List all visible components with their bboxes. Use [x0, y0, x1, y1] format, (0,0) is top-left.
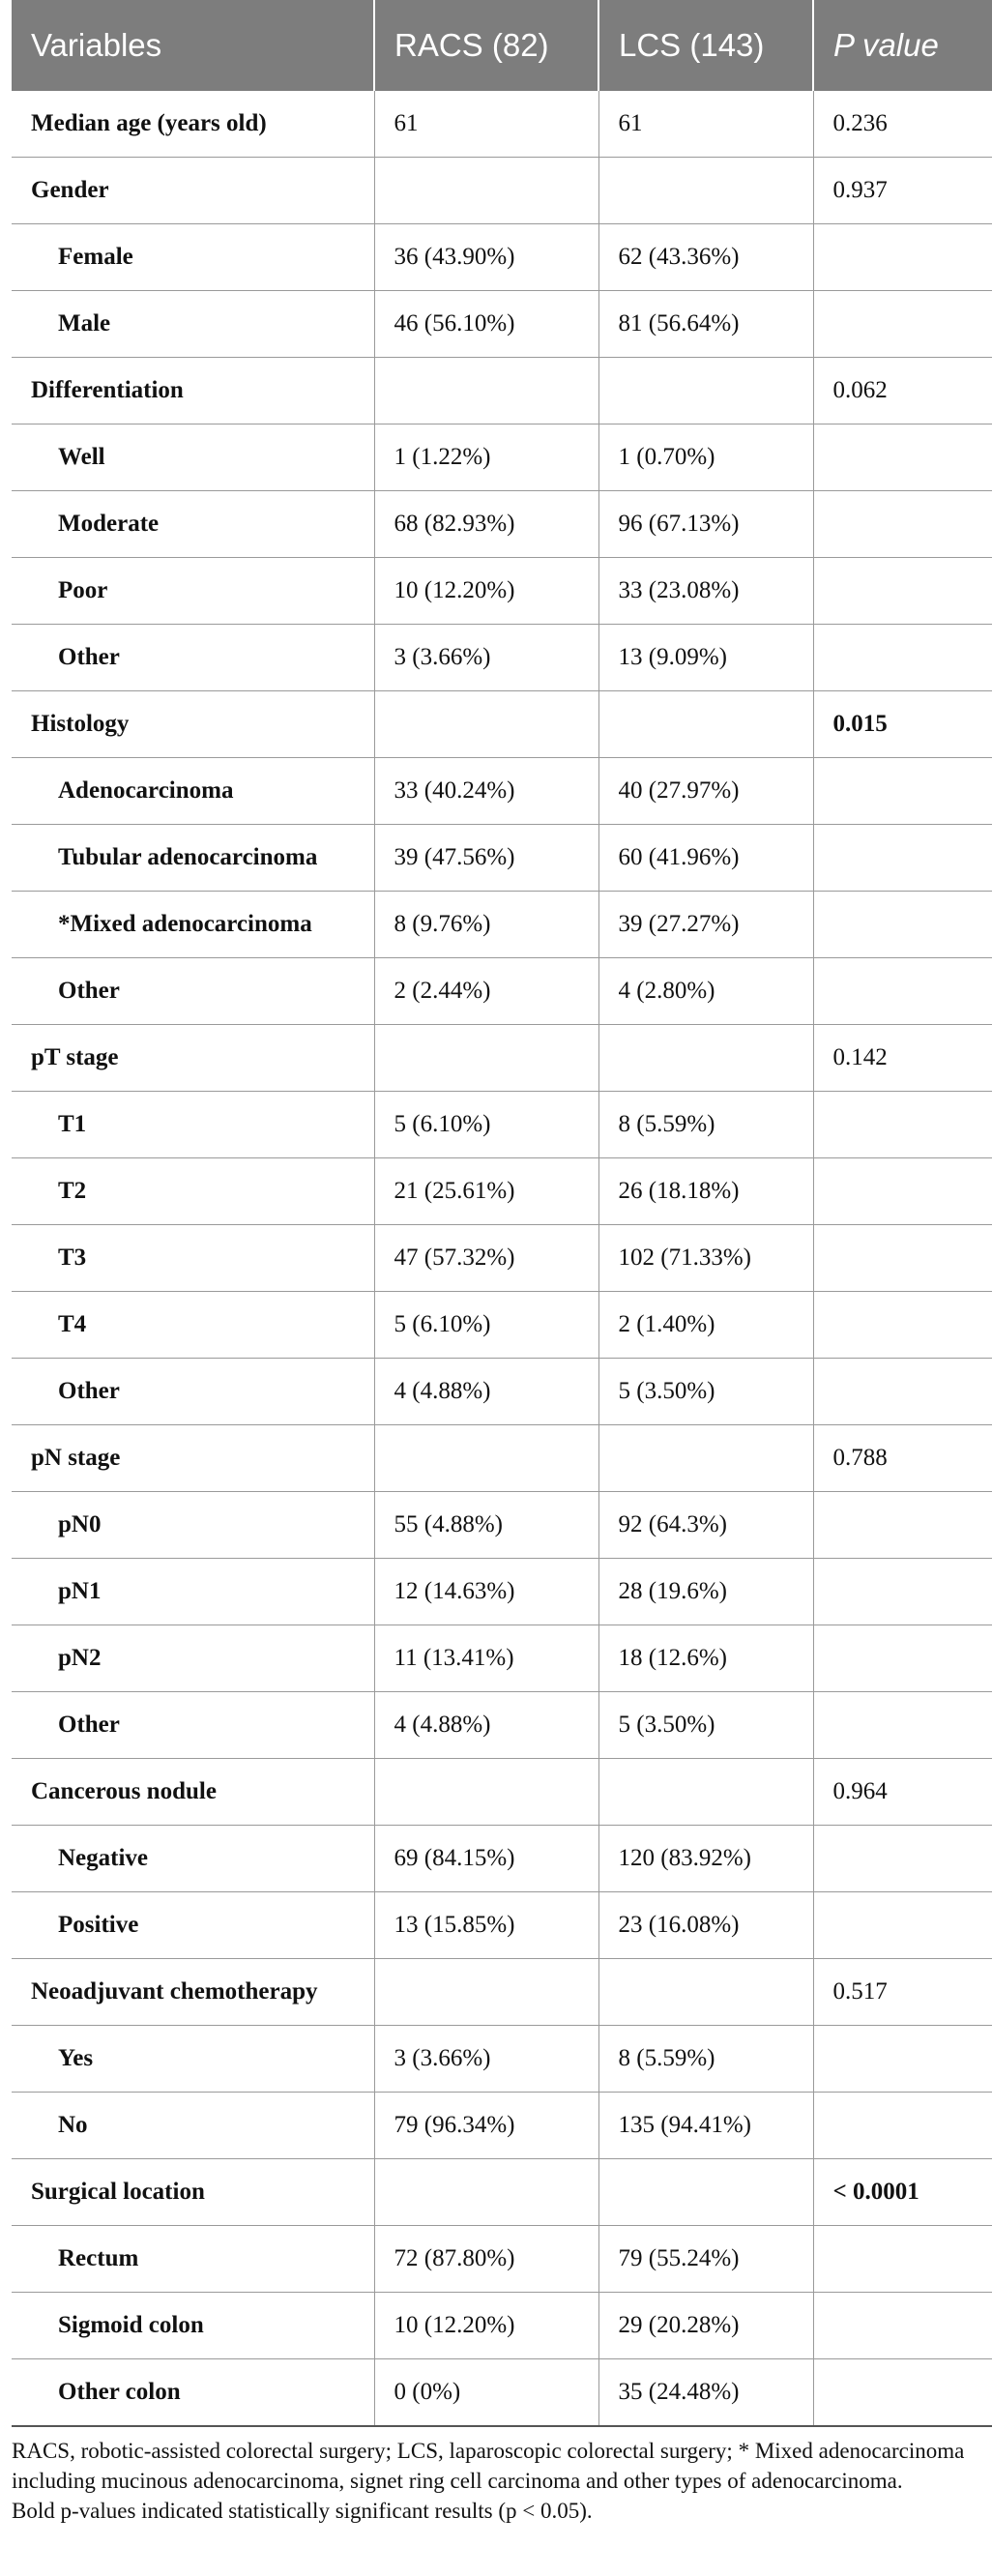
racs-value: 46 (56.10%) [374, 291, 598, 358]
table-row [12, 358, 992, 424]
racs-value [374, 158, 598, 224]
table-header [12, 0, 992, 91]
table-row [12, 291, 992, 358]
lcs-value: 102 (71.33%) [598, 1225, 813, 1292]
p-value [813, 1359, 992, 1425]
row-label: Negative [12, 1826, 374, 1892]
p-value [813, 625, 992, 691]
p-value [813, 491, 992, 558]
p-value [813, 1892, 992, 1959]
lcs-value [598, 358, 813, 424]
lcs-value [598, 691, 813, 758]
lcs-value: 13 (9.09%) [598, 625, 813, 691]
racs-value: 10 (12.20%) [374, 2293, 598, 2359]
racs-value: 3 (3.66%) [374, 2026, 598, 2093]
lcs-value: 5 (3.50%) [598, 1692, 813, 1759]
table-row [12, 224, 992, 291]
lcs-value: 1 (0.70%) [598, 424, 813, 491]
lcs-value: 2 (1.40%) [598, 1292, 813, 1359]
racs-value: 47 (57.32%) [374, 1225, 598, 1292]
p-value [813, 758, 992, 825]
racs-value: 21 (25.61%) [374, 1158, 598, 1225]
lcs-value: 23 (16.08%) [598, 1892, 813, 1959]
lcs-value: 8 (5.59%) [598, 2026, 813, 2093]
racs-value [374, 1425, 598, 1492]
row-label: T4 [12, 1292, 374, 1359]
p-value [813, 1492, 992, 1559]
table-row [12, 558, 992, 625]
footnote-significance: Bold p-values indicated statistically significant results (p < 0.05). [12, 2499, 593, 2523]
p-value: 0.142 [813, 1025, 992, 1092]
racs-value [374, 358, 598, 424]
racs-value [374, 1959, 598, 2026]
row-label: T3 [12, 1225, 374, 1292]
racs-value: 10 (12.20%) [374, 558, 598, 625]
table-row [12, 1292, 992, 1359]
lcs-value [598, 1425, 813, 1492]
lcs-value: 40 (27.97%) [598, 758, 813, 825]
p-value [813, 2226, 992, 2293]
row-label: Rectum [12, 2226, 374, 2293]
p-value [813, 291, 992, 358]
lcs-value: 92 (64.3%) [598, 1492, 813, 1559]
row-label: Other [12, 1692, 374, 1759]
row-label: Yes [12, 2026, 374, 2093]
p-value [813, 1559, 992, 1625]
lcs-value [598, 1759, 813, 1826]
table-row [12, 1492, 992, 1559]
table-row [12, 1625, 992, 1692]
racs-value [374, 2159, 598, 2226]
racs-value: 69 (84.15%) [374, 1826, 598, 1892]
table-row [12, 1959, 992, 2026]
racs-value [374, 1759, 598, 1826]
row-label: pN stage [12, 1425, 374, 1492]
row-label: pT stage [12, 1025, 374, 1092]
table-row [12, 1225, 992, 1292]
lcs-value [598, 158, 813, 224]
characteristics-table [12, 0, 992, 2427]
table-row [12, 1759, 992, 1826]
row-label: Surgical location [12, 2159, 374, 2226]
lcs-value: 29 (20.28%) [598, 2293, 813, 2359]
table-row [12, 1158, 992, 1225]
header-row [12, 0, 992, 91]
header-variables: Variables [12, 0, 374, 91]
row-label: Poor [12, 558, 374, 625]
table-row [12, 424, 992, 491]
racs-value: 5 (6.10%) [374, 1092, 598, 1158]
row-label: Well [12, 424, 374, 491]
racs-value: 8 (9.76%) [374, 892, 598, 958]
row-label: Gender [12, 158, 374, 224]
p-value [813, 2093, 992, 2159]
table-row [12, 1025, 992, 1092]
racs-value: 79 (96.34%) [374, 2093, 598, 2159]
lcs-value: 96 (67.13%) [598, 491, 813, 558]
row-label: Other [12, 1359, 374, 1425]
lcs-value: 35 (24.48%) [598, 2359, 813, 2427]
row-label: *Mixed adenocarcinoma [12, 892, 374, 958]
table-row [12, 91, 992, 158]
lcs-value: 33 (23.08%) [598, 558, 813, 625]
table-row [12, 958, 992, 1025]
table-row [12, 691, 992, 758]
p-value [813, 1225, 992, 1292]
row-label: T1 [12, 1092, 374, 1158]
racs-value: 4 (4.88%) [374, 1692, 598, 1759]
row-label: Male [12, 291, 374, 358]
racs-value [374, 691, 598, 758]
lcs-value [598, 1959, 813, 2026]
table-row [12, 1692, 992, 1759]
racs-value: 2 (2.44%) [374, 958, 598, 1025]
table-row [12, 2159, 992, 2226]
table-row [12, 758, 992, 825]
racs-value: 0 (0%) [374, 2359, 598, 2427]
lcs-value: 79 (55.24%) [598, 2226, 813, 2293]
table-body [12, 91, 992, 2426]
table-row [12, 1425, 992, 1492]
lcs-value: 120 (83.92%) [598, 1826, 813, 1892]
header-lcs: LCS (143) [598, 0, 813, 91]
lcs-value [598, 1025, 813, 1092]
lcs-value: 39 (27.27%) [598, 892, 813, 958]
row-label: Histology [12, 691, 374, 758]
p-value: 0.937 [813, 158, 992, 224]
table-container [12, 0, 992, 2526]
p-value: 0.964 [813, 1759, 992, 1826]
footnote-abbreviations: RACS, robotic-assisted colorectal surgery; LCS, laparoscopic colorectal surgery; * Mixed adenocarcinoma including mucinous adenocarcinoma, signet ring cell carcinoma and other types of adenocarcinoma. [12, 2439, 965, 2493]
table-row [12, 2226, 992, 2293]
table-footnotes [12, 2436, 988, 2526]
lcs-value: 62 (43.36%) [598, 224, 813, 291]
p-value [813, 2026, 992, 2093]
p-value [813, 958, 992, 1025]
row-label: Tubular adenocarcinoma [12, 825, 374, 892]
table-row [12, 825, 992, 892]
p-value [813, 1625, 992, 1692]
table-row [12, 2359, 992, 2427]
row-label: Female [12, 224, 374, 291]
lcs-value: 5 (3.50%) [598, 1359, 813, 1425]
racs-value: 4 (4.88%) [374, 1359, 598, 1425]
p-value [813, 1158, 992, 1225]
racs-value: 61 [374, 91, 598, 158]
row-label: Moderate [12, 491, 374, 558]
row-label: Other [12, 958, 374, 1025]
table-row [12, 1359, 992, 1425]
table-row [12, 1826, 992, 1892]
table-row [12, 625, 992, 691]
lcs-value: 4 (2.80%) [598, 958, 813, 1025]
racs-value: 39 (47.56%) [374, 825, 598, 892]
row-label: pN2 [12, 1625, 374, 1692]
table-row [12, 2026, 992, 2093]
p-value [813, 558, 992, 625]
racs-value [374, 1025, 598, 1092]
p-value [813, 2359, 992, 2427]
row-label: Positive [12, 1892, 374, 1959]
p-value: 0.062 [813, 358, 992, 424]
p-value: 0.015 [813, 691, 992, 758]
racs-value: 13 (15.85%) [374, 1892, 598, 1959]
lcs-value: 8 (5.59%) [598, 1092, 813, 1158]
lcs-value: 18 (12.6%) [598, 1625, 813, 1692]
p-value: 0.517 [813, 1959, 992, 2026]
p-value: 0.788 [813, 1425, 992, 1492]
lcs-value [598, 2159, 813, 2226]
row-label: Median age (years old) [12, 91, 374, 158]
row-label: Differentiation [12, 358, 374, 424]
row-label: T2 [12, 1158, 374, 1225]
p-value [813, 1092, 992, 1158]
p-value [813, 825, 992, 892]
row-label: No [12, 2093, 374, 2159]
p-value [813, 1292, 992, 1359]
p-value [813, 424, 992, 491]
p-value: < 0.0001 [813, 2159, 992, 2226]
lcs-value: 26 (18.18%) [598, 1158, 813, 1225]
p-value [813, 2293, 992, 2359]
p-value: 0.236 [813, 91, 992, 158]
racs-value: 72 (87.80%) [374, 2226, 598, 2293]
lcs-value: 61 [598, 91, 813, 158]
row-label: Adenocarcinoma [12, 758, 374, 825]
row-label: Sigmoid colon [12, 2293, 374, 2359]
row-label: Cancerous nodule [12, 1759, 374, 1826]
row-label: pN1 [12, 1559, 374, 1625]
p-value [813, 892, 992, 958]
row-label: Other colon [12, 2359, 374, 2427]
row-label: pN0 [12, 1492, 374, 1559]
racs-value: 55 (4.88%) [374, 1492, 598, 1559]
lcs-value: 135 (94.41%) [598, 2093, 813, 2159]
racs-value: 11 (13.41%) [374, 1625, 598, 1692]
row-label: Neoadjuvant chemotherapy [12, 1959, 374, 2026]
racs-value: 36 (43.90%) [374, 224, 598, 291]
row-label: Other [12, 625, 374, 691]
racs-value: 3 (3.66%) [374, 625, 598, 691]
table-row [12, 2293, 992, 2359]
racs-value: 68 (82.93%) [374, 491, 598, 558]
racs-value: 12 (14.63%) [374, 1559, 598, 1625]
lcs-value: 81 (56.64%) [598, 291, 813, 358]
table-row [12, 158, 992, 224]
racs-value: 5 (6.10%) [374, 1292, 598, 1359]
lcs-value: 28 (19.6%) [598, 1559, 813, 1625]
p-value [813, 1826, 992, 1892]
table-row [12, 1892, 992, 1959]
table-row [12, 491, 992, 558]
p-value [813, 224, 992, 291]
header-p-value: P value [813, 0, 992, 91]
table-row [12, 1559, 992, 1625]
table-row [12, 2093, 992, 2159]
table-row [12, 1092, 992, 1158]
lcs-value: 60 (41.96%) [598, 825, 813, 892]
table-row [12, 892, 992, 958]
header-racs: RACS (82) [374, 0, 598, 91]
racs-value: 1 (1.22%) [374, 424, 598, 491]
p-value [813, 1692, 992, 1759]
racs-value: 33 (40.24%) [374, 758, 598, 825]
